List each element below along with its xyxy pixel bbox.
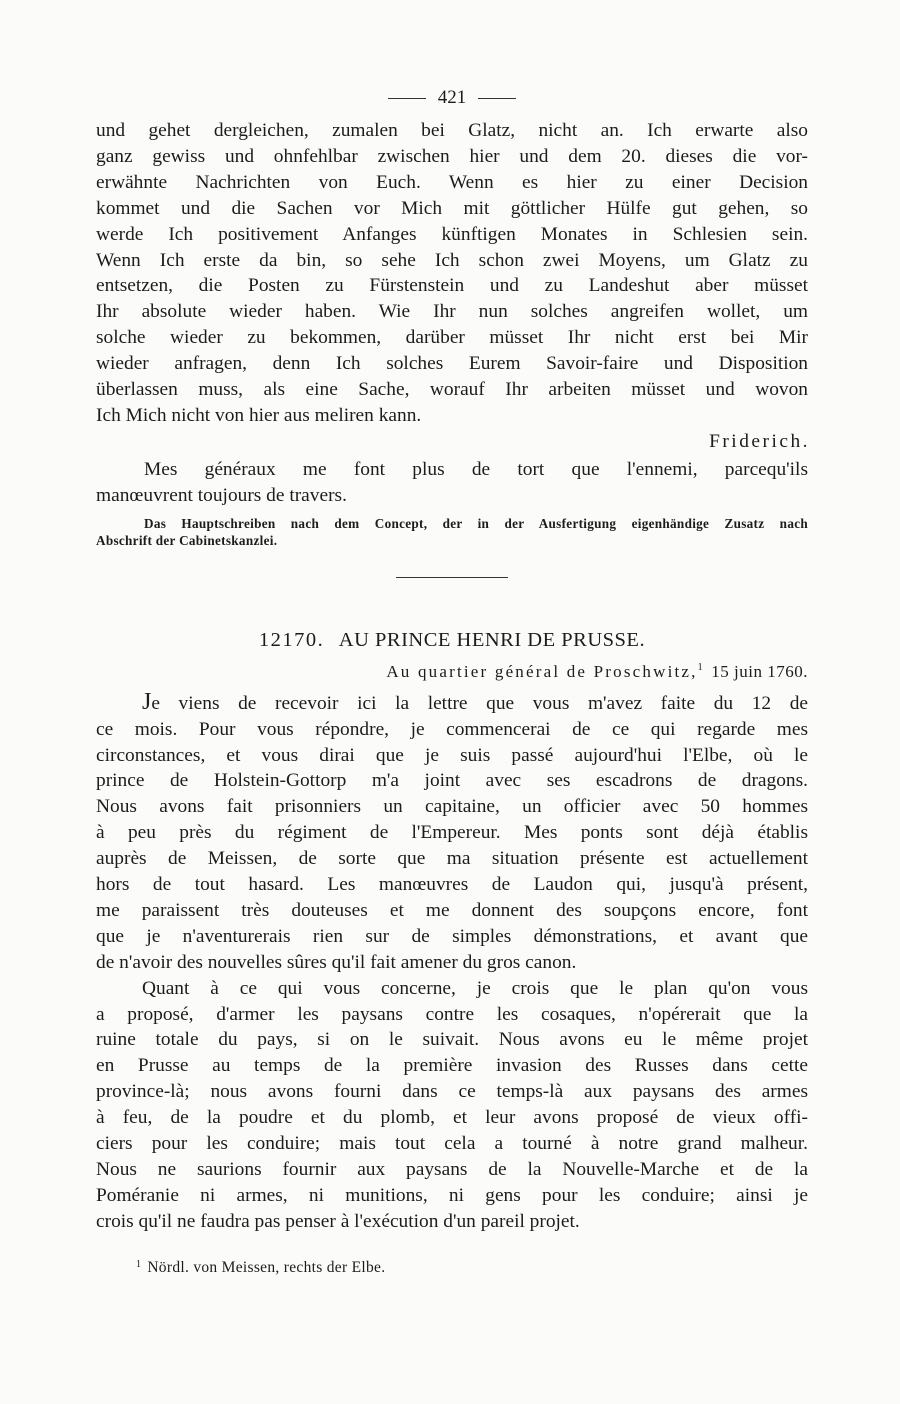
text-line: solche wieder zu bekommen, darüber müsset Ihr nicht erst bei Mir xyxy=(96,327,808,349)
section-divider xyxy=(396,577,508,578)
text-line: ruine totale du pays, si on le suivait. Nous avons eu le même projet xyxy=(96,1029,808,1051)
dateline-place: Au quartier général de Proschwitz, xyxy=(386,661,698,681)
text-line: Nous avons fait prisonniers un capitaine, un officier avec 50 hommes xyxy=(96,796,808,818)
running-head xyxy=(96,86,808,110)
text-line: Poméranie ni armes, ni munitions, ni gens pour les conduire; ainsi je xyxy=(96,1184,808,1206)
page xyxy=(96,86,808,1278)
text-line: Wenn Ich erste da bin, so sehe Ich schon zwei Moyens, um Glatz zu xyxy=(96,249,808,271)
text-line: me paraissent très douteuses et me donnent des soupçons encore, font xyxy=(96,899,808,921)
text-line: a proposé, d'armer les paysans contre les cosaques, n'opérerait que la xyxy=(96,1003,808,1025)
postscript xyxy=(96,457,808,509)
footnote xyxy=(96,1255,808,1278)
text-line: wieder anfragen, denn Ich solches Eurem Savoir-faire und Disposition xyxy=(96,353,808,375)
page-number: 421 xyxy=(437,87,467,108)
text-line: hors de tout hasard. Les manœuvres de Laudon qui, jusqu'à présent, xyxy=(96,874,808,896)
text-line: Abschrift der Cabinetskanzlei. xyxy=(96,532,278,548)
text-line: en Prusse au temps de la première invasion des Russes dans cette xyxy=(96,1055,808,1077)
letter-heading xyxy=(96,629,808,652)
text-line: Das Hauptschreiben nach dem Concept, der in der Ausfertigung eigenhändige Zusatz nach xyxy=(144,515,808,531)
text-line: kommet und die Sachen vor Mich mit göttlicher Hülfe gut gehen, so xyxy=(96,197,808,219)
text-line: à peu près du régiment de l'Empereur. Mes ponts sont déjà établis xyxy=(96,822,808,844)
text-line: circonstances, et vous dirai que je suis passé aujourd'hui l'Elbe, où le xyxy=(96,744,808,766)
text-line xyxy=(96,690,808,717)
text-line-rest: e viens de recevoir ici la lettre que vous m'avez faite du 12 de xyxy=(151,692,808,714)
footnote-reference: 1 xyxy=(697,661,705,673)
text-line: ganz gewiss und ohnfehlbar zwischen hier und dem 20. dieses die vor- xyxy=(96,145,808,167)
text-line: ce mois. Pour vous répondre, je commencerai de ce qui regarde mes xyxy=(96,718,808,740)
letter-paragraph-1 xyxy=(96,690,808,976)
text-line: crois qu'il ne faudra pas penser à l'exécution d'un pareil projet. xyxy=(96,1210,580,1232)
footnote-mark: 1 xyxy=(136,1258,142,1270)
running-head-dash-left xyxy=(388,98,426,99)
dateline-date: 15 juin 1760. xyxy=(711,661,808,681)
text-line: que je n'aventurerais rien sur de simples démonstrations, et avant que xyxy=(96,925,808,947)
text-line: erwähnte Nachrichten von Euch. Wenn es hier zu einer Decision xyxy=(96,171,808,193)
text-line: auprès de Meissen, de sorte que ma situation présente est actuellement xyxy=(96,848,808,870)
text-line: à feu, de la poudre et du plomb, et leur avons proposé de vieux offi- xyxy=(96,1107,808,1129)
running-head-dash-right xyxy=(478,98,516,99)
text-line: Nous ne saurions fournir aux paysans de la Nouvelle-Marche et de la xyxy=(96,1159,808,1180)
text-line: Quant à ce qui vous concerne, je crois que le plan qu'on vous xyxy=(142,977,808,999)
text-line: de n'avoir des nouvelles sûres qu'il fait amener du gros canon. xyxy=(96,951,577,973)
letter-recipient: AU PRINCE HENRI DE PRUSSE. xyxy=(338,628,646,651)
source-note xyxy=(96,515,808,549)
initial-letter: J xyxy=(142,688,152,715)
text-line: werde Ich positivement Anfanges künftigen Monates in Schlesien sein. xyxy=(96,223,808,245)
text-line: prince de Holstein-Gottorp m'a joint avec ses escadrons de dragons. xyxy=(96,770,808,792)
text-line: province-là; nous avons fourni dans ce temps-là aux paysans des armes xyxy=(96,1081,808,1103)
text-line: Mes généraux me font plus de tort que l'ennemi, parcequ'ils xyxy=(144,458,808,480)
text-line: überlassen muss, als eine Sache, worauf Ihr arbeiten müsset und wovon xyxy=(96,379,808,401)
dateline xyxy=(96,662,808,682)
text-line: manœuvrent toujours de travers. xyxy=(96,484,347,506)
signature: Friderich. xyxy=(709,430,810,452)
text-line: Ich Mich nicht von hier aus meliren kann. xyxy=(96,404,422,426)
text-line: entsetzen, die Posten zu Fürstenstein und zu Landeshut aber müsset xyxy=(96,275,808,297)
letter-continuation xyxy=(96,118,808,429)
letter-number: 12170. xyxy=(258,628,325,651)
text-line: ciers pour les conduire; mais tout cela a tourné à notre grand malheur. xyxy=(96,1133,808,1155)
text-line: und gehet dergleichen, zumalen bei Glatz, nicht an. Ich erwarte also xyxy=(96,120,808,141)
text-line: Ihr absolute wieder haben. Wie Ihr nun solches angreifen wollet, um xyxy=(96,301,808,323)
footnote-text: Nördl. von Meissen, rechts der Elbe. xyxy=(147,1258,386,1276)
letter-paragraph-2 xyxy=(96,976,808,1235)
